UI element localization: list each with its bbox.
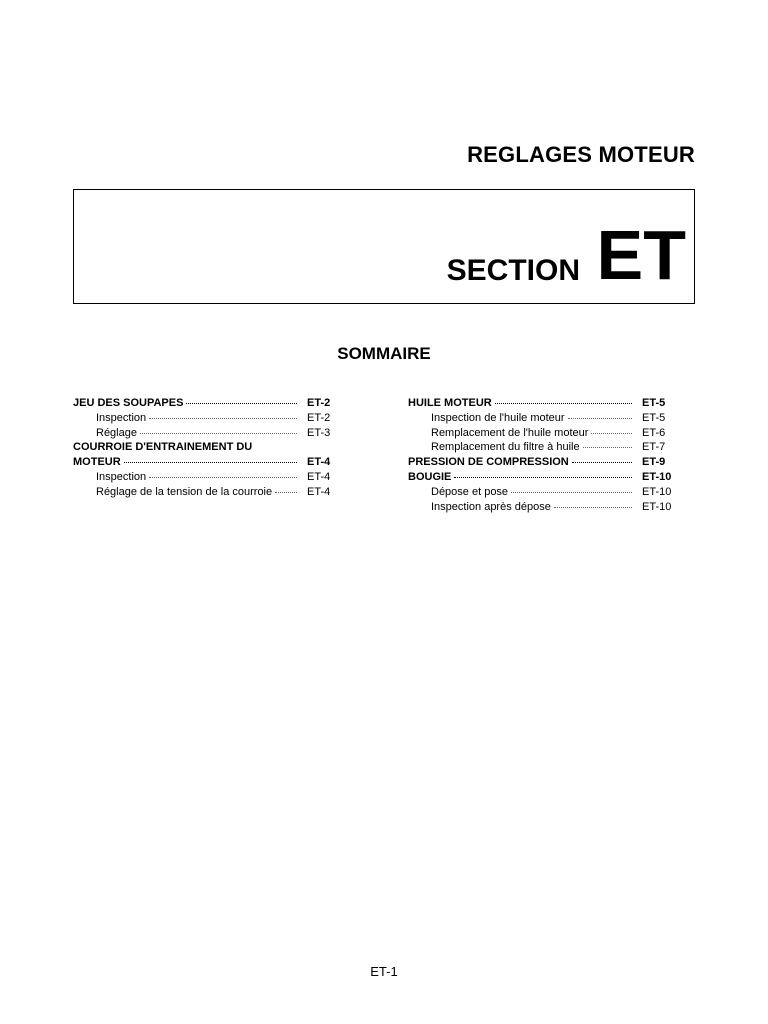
toc-entry[interactable]: [408, 485, 680, 500]
dot-leader: [186, 403, 297, 404]
dot-leader: [140, 433, 297, 434]
toc-entry[interactable]: [73, 411, 345, 426]
toc-entry-page: ET-10: [642, 470, 672, 483]
toc-entry-label: Inspection après dépose: [431, 500, 551, 513]
toc-entry[interactable]: [408, 396, 680, 411]
toc-entry[interactable]: [73, 485, 345, 500]
toc-entry-label: Réglage de la tension de la courroie: [96, 485, 273, 498]
toc-entry[interactable]: [408, 470, 680, 485]
toc-entry-page: ET-10: [642, 500, 672, 513]
section-code: ET: [596, 216, 686, 294]
toc-entry[interactable]: [73, 396, 345, 411]
toc-entry[interactable]: [408, 440, 680, 455]
toc-entry-page: ET-4: [307, 485, 331, 498]
dot-leader: [583, 447, 632, 448]
toc-entry-page: ET-2: [307, 411, 331, 424]
toc-entry[interactable]: [408, 426, 680, 441]
dot-leader: [572, 462, 632, 463]
toc-entry-page: ET-10: [642, 485, 672, 498]
toc-entry-page: ET-2: [307, 397, 331, 409]
toc-entry-page: ET-9: [642, 456, 666, 469]
toc-entry-label: Réglage: [96, 426, 137, 439]
toc-heading: SOMMAIRE: [337, 344, 431, 363]
toc-entry-page: ET-4: [307, 470, 331, 483]
toc-column-right: [408, 396, 680, 514]
dot-leader: [511, 492, 632, 493]
dot-leader: [124, 462, 297, 463]
toc-entry[interactable]: [73, 440, 345, 455]
toc-entry-label: BOUGIE: [408, 470, 452, 483]
dot-leader: [454, 477, 632, 478]
toc-entry-label: HUILE MOTEUR: [408, 397, 492, 409]
page-number: ET-1: [370, 964, 398, 979]
toc-entry[interactable]: [408, 411, 680, 426]
toc-entry[interactable]: [73, 470, 345, 485]
dot-leader: [591, 433, 632, 434]
toc-entry-label: JEU DES SOUPAPES: [73, 397, 184, 409]
toc-entry-page: ET-4: [307, 456, 331, 469]
toc-entry-label: PRESSION DE COMPRESSION: [408, 456, 569, 469]
toc-column-left: [73, 396, 345, 500]
toc-entry-page: ET-7: [642, 441, 666, 454]
toc-entry-page: ET-3: [307, 426, 331, 439]
toc-entry-label: Remplacement de l'huile moteur: [431, 426, 589, 439]
toc-entry-label: Inspection: [96, 411, 147, 424]
toc-entry[interactable]: [73, 426, 345, 441]
toc-entry[interactable]: [73, 455, 345, 470]
toc-entry-page: ET-5: [642, 397, 666, 409]
toc-entry-page: ET-6: [642, 426, 666, 439]
dot-leader: [275, 492, 297, 493]
dot-leader: [495, 403, 632, 404]
dot-leader: [149, 418, 297, 419]
section-banner: [73, 189, 695, 304]
toc-entry-label: Inspection de l'huile moteur: [431, 411, 565, 424]
toc-entry-label: Dépose et pose: [431, 485, 509, 498]
toc-entry-label: COURROIE D'ENTRAINEMENT DU: [73, 441, 253, 454]
toc-entry[interactable]: [408, 500, 680, 515]
toc-entry[interactable]: [408, 455, 680, 470]
section-label: SECTION: [446, 254, 580, 287]
toc-entry-label: Remplacement du filtre à huile: [431, 441, 580, 454]
toc-entry-label: MOTEUR: [73, 456, 121, 469]
toc-entry-label: Inspection: [96, 470, 147, 483]
toc-entry-page: ET-5: [642, 411, 666, 424]
dot-leader: [554, 507, 632, 508]
dot-leader: [568, 418, 632, 419]
dot-leader: [149, 477, 297, 478]
page-title: REGLAGES MOTEUR: [467, 142, 695, 167]
